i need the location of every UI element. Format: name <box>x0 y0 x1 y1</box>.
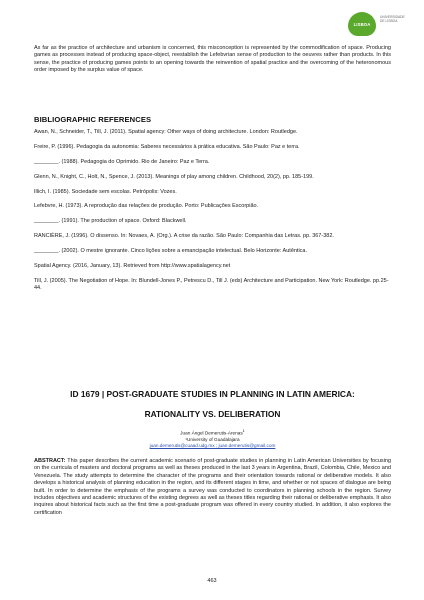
university-logo <box>348 10 410 42</box>
reference-item: ________. (1991). The production of space. Oxford: Blackwell. <box>34 218 187 225</box>
author-name: Juan Ángel Demerutis-Arenas <box>180 430 243 436</box>
references-list <box>34 129 391 300</box>
reference-item: Till, J. (2005). The Negotiation of Hope. In: Blundell-Jones P., Petrescu D., Till J. (eds) Architecture and Participation. New York: Routledge. pp.25-44. <box>34 277 389 292</box>
intro-paragraph: As far as the practice of architecture and urbanism is concerned, this misconception is represented by the commodification of space. Producing games as processes instead of producing space-object, reestablish the Lefebvrian sense of production to the oeuvres rather than products. In this sense, the practice of producing games points to an opening towards the reinvention of spatial practice and the overcoming of the heteronomous order imposed by the surplus value of space. <box>34 45 391 73</box>
author-email-link[interactable]: juan.demerutis@cuaad.udg.mx ; juan.demerutis@gmail.com <box>149 442 276 448</box>
abstract-paragraph <box>34 458 391 517</box>
reference-item: ________. (1988). Pedagogia do Oprimido. Rio de Janeiro: Paz e Terra. <box>34 158 210 165</box>
reference-item: Lefebvre, H. (1973). A reprodução das relações de produção. Porto: Publicações Escorpião. <box>34 203 259 210</box>
logo-text <box>380 15 410 23</box>
author-affiliation: ¹University of Guadalajara <box>185 436 240 442</box>
logo-badge-text: LISBOA <box>353 21 371 27</box>
reference-item: Awan, N., Schneider, T., Till, J. (2011). Spatial agency: Other ways of doing architecture. London: Routledge. <box>34 129 298 135</box>
reference-item: Illich, I. (1985). Sociedade sem escolas. Petrópolis: Vozes. <box>34 188 177 195</box>
reference-item: RANCIÈRE, J. (1996). O dissenso. In: Novaes, A. (Org.). A crise da razão. São Paulo: Companhia das Letras. pp. 367-382. <box>34 233 334 240</box>
reference-item: Spatial Agency. (2016, January, 13). Retrieved from http://www.spatialagency.net <box>34 263 231 270</box>
paper-title-line-1: ID 1679 | POST-GRADUATE STUDIES IN PLANNING IN LATIN AMERICA: <box>70 389 355 399</box>
logo-badge <box>348 12 376 36</box>
author-block <box>34 428 391 449</box>
references-heading: BIBLIOGRAPHIC REFERENCES <box>34 115 152 124</box>
abstract-label: ABSTRACT: <box>34 458 66 464</box>
reference-item: Glenn, N., Knight, C., Holt, N., Spence, J. (2013). Meanings of play among children. Childhood, 20(2), pp. 185-199. <box>34 173 314 180</box>
paper-title-line-2: RATIONALITY VS. DELIBERATION <box>144 409 281 419</box>
author-superscript: 1 <box>242 428 245 433</box>
reference-item: ________. (2002). O mestre ignorante. Cinco lições sobre a emancipação intelectual. Belo Horizonte: Autêntica. <box>34 248 308 255</box>
abstract-text: This paper describes the current academic scenario of post-graduate studies in planning in Latin American Universities by focusing on the curricula of masters and doctoral programs as well as theses produced in the last 3 years in Argentina, Brazil, Colombia, Chile, Mexico and Venezuela. The study attempts to determine the character of the programs and their orientation towards rational or deliberative models. It also develops a historical analysis of planning education in the region, and its different stages in time, and whether or not spaces of dialogue are being built. In order to determine the emphasis of the programs a survey was conducted to coordinators in planning schools in the region. Survey includes objectives and academic structures of the existing degrees as well as theses titles regarding their rational or deliberative emphasis. It also inquires about historical facts such as the first time a post-graduate program was offered in every country studied. In addition, it also explores the certification <box>34 458 391 516</box>
reference-item: Freire, P. (1996). Pedagogia da autonomia: Saberes necessários à prática educativa. São Paulo: Paz e terra. <box>34 143 300 150</box>
logo-text-line: DE LISBOA <box>380 19 398 23</box>
author-name-line <box>34 428 391 437</box>
logo-text-line: UNIVERSIDADE <box>380 15 405 19</box>
page-number: 463 <box>207 578 217 584</box>
